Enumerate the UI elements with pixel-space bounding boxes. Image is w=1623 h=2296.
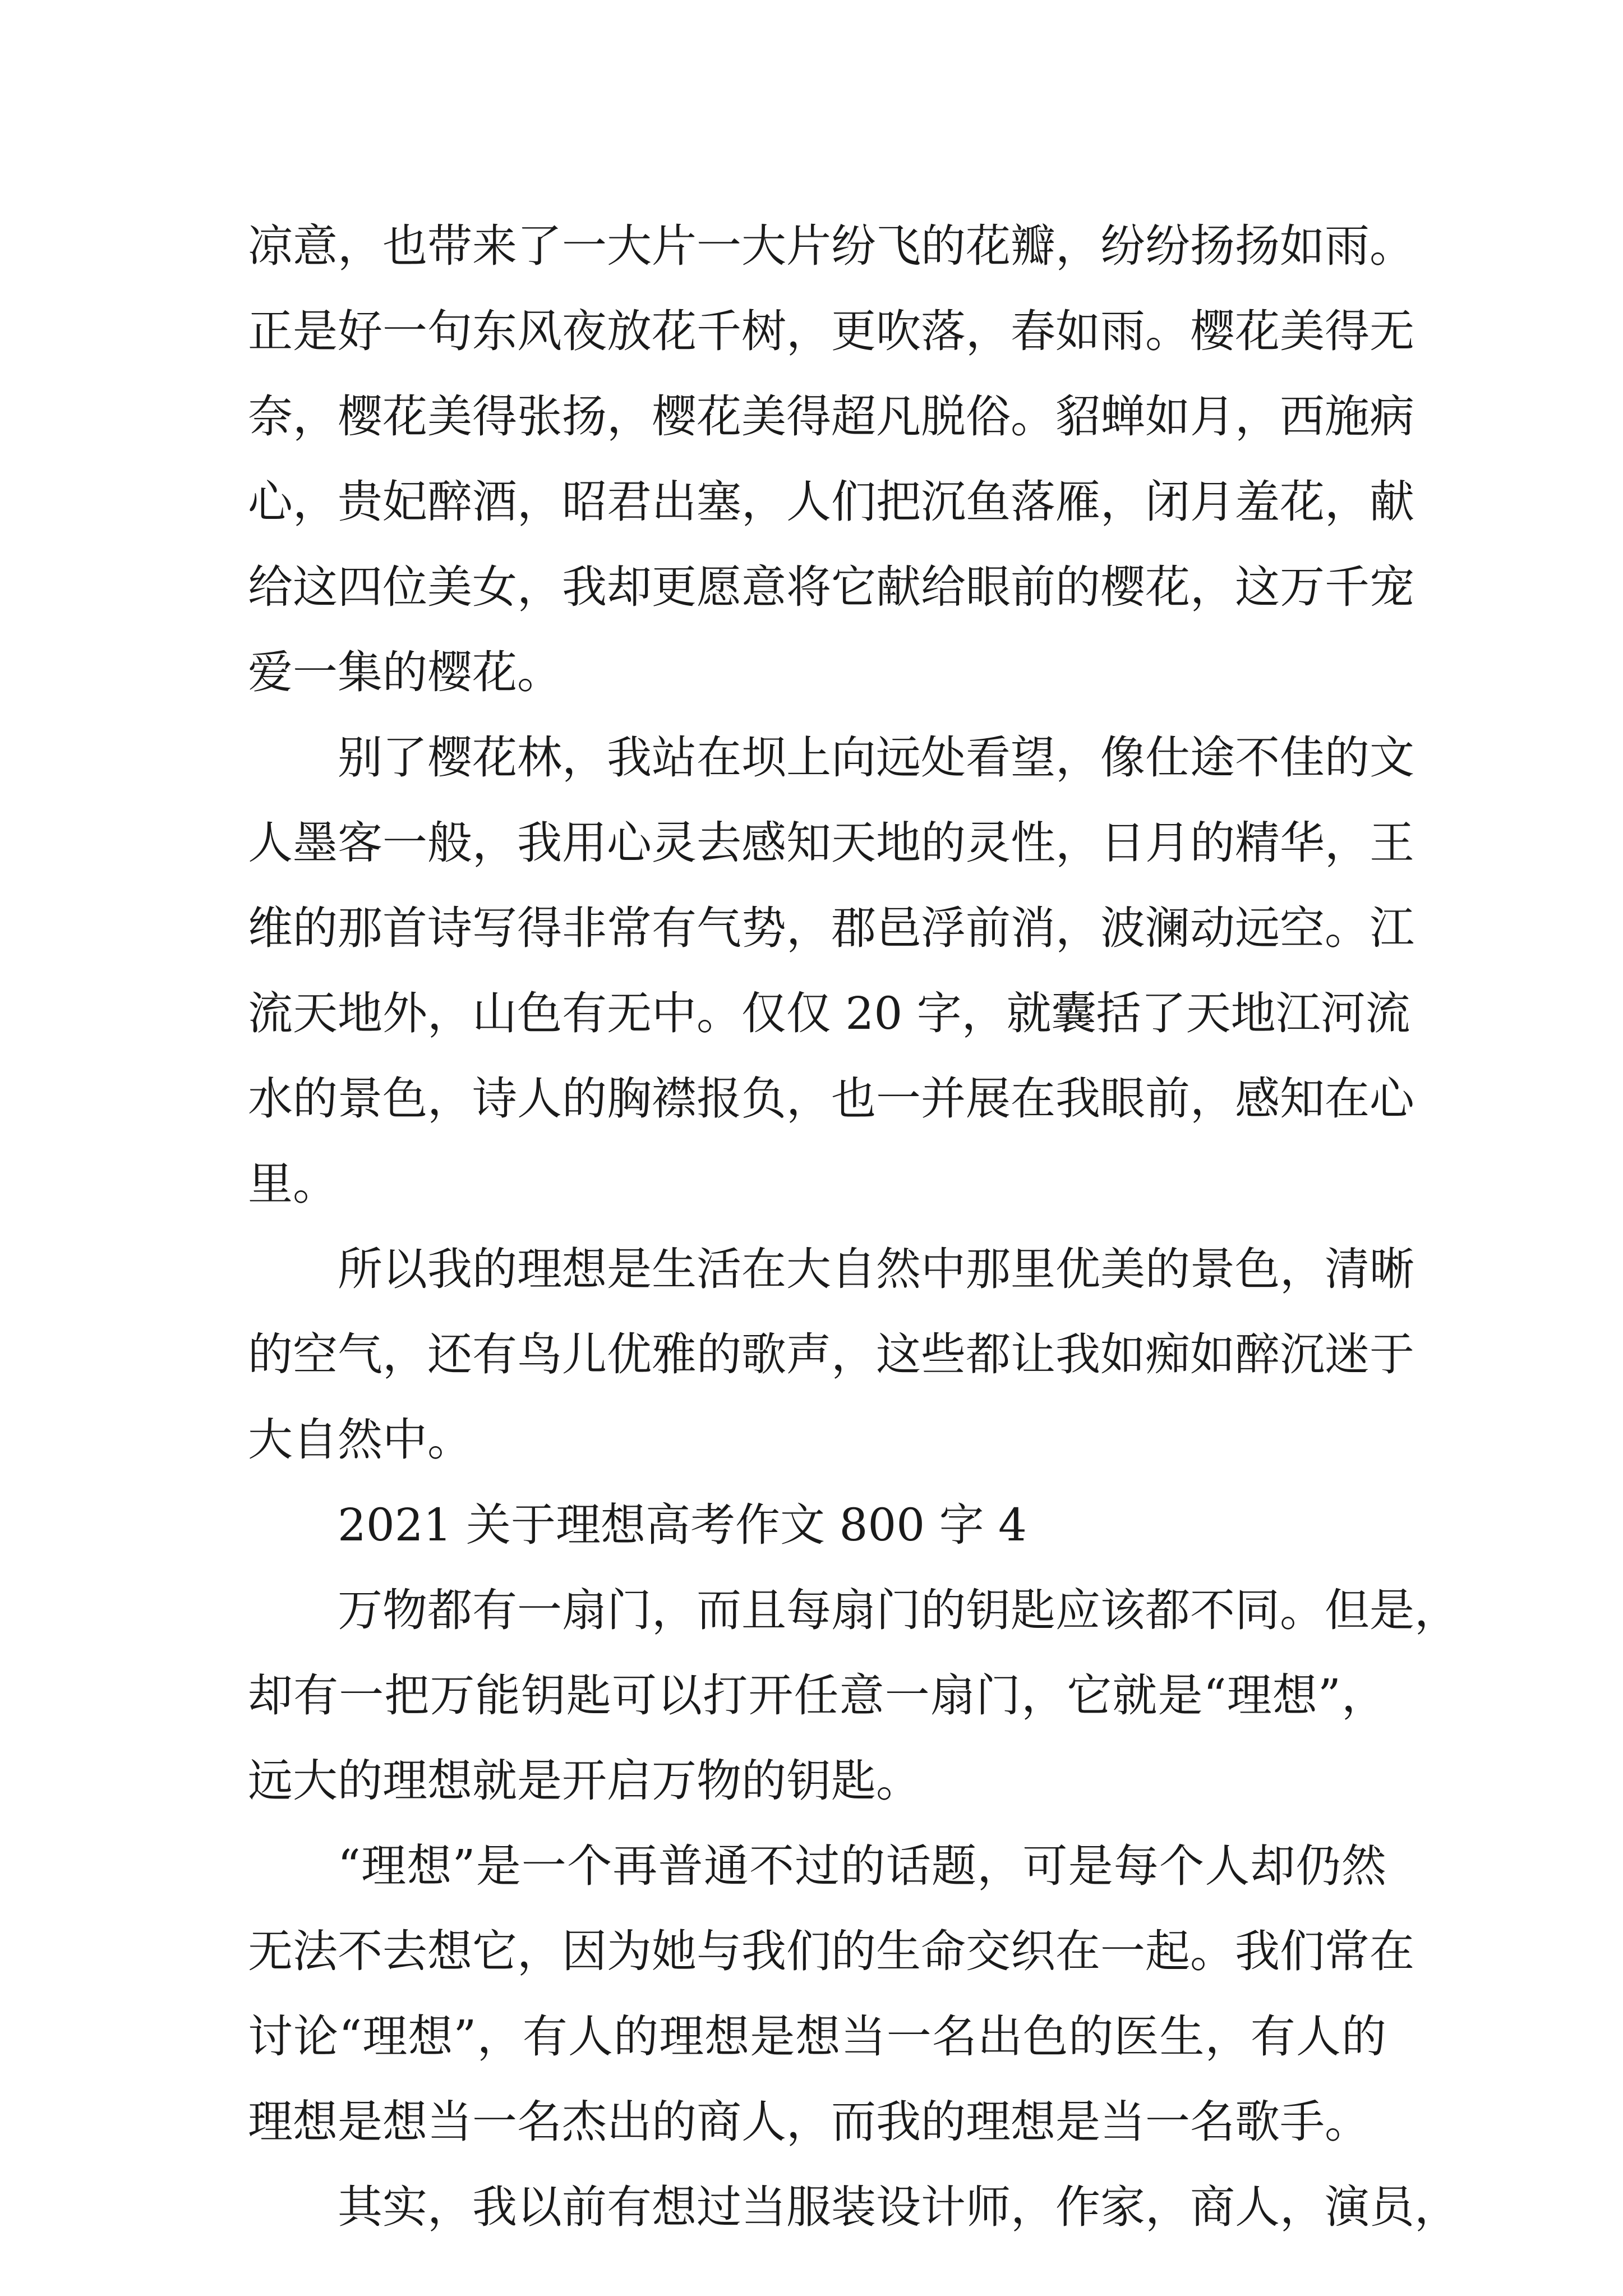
paragraph xyxy=(248,715,1414,1227)
paragraph xyxy=(248,1568,1459,1824)
text-line: 正是好一句东风夜放花千树，更吹落，春如雨。樱花美得无 xyxy=(248,305,1414,357)
document-body xyxy=(248,204,1459,2250)
text-line: 奈，樱花美得张扬，樱花美得超凡脱俗。貂蝉如月，西施病 xyxy=(248,390,1414,443)
text-line: 讨论“理想”，有人的理想是想当一名出色的医生，有人的 xyxy=(248,2010,1386,2063)
text-line: “理想”是一个再普通不过的话题，可是每个人却仍然 xyxy=(338,1840,1386,1892)
paragraph xyxy=(248,1824,1414,2165)
paragraph xyxy=(248,2165,1459,2250)
text-line: 人墨客一般，我用心灵去感知天地的灵性，日月的精华，王 xyxy=(248,817,1414,869)
text-line: 维的那首诗写得非常有气势，郡邑浮前消，波澜动远空。江 xyxy=(248,902,1414,954)
text-line: 的空气，还有鸟儿优雅的歌声，这些都让我如痴如醉沉迷于 xyxy=(248,1328,1414,1381)
text-line: 大自然中。 xyxy=(248,1414,472,1466)
text-line: 理想是想当一名杰出的商人，而我的理想是当一名歌手。 xyxy=(248,2096,1370,2148)
text-line: 凉意，也带来了一大片一大片纷飞的花瓣，纷纷扬扬如雨。 xyxy=(248,220,1414,272)
text-line: 给这四位美女，我却更愿意将它献给眼前的樱花，这万千宠 xyxy=(248,561,1414,613)
text-line: 流天地外，山色有无中。仅仅 20 字，就囊括了天地江河流 xyxy=(248,987,1410,1039)
text-line: 无法不去想它，因为她与我们的生命交织在一起。我们常在 xyxy=(248,1925,1414,1977)
text-line: 爱一集的樱花。 xyxy=(248,646,562,698)
paragraph xyxy=(248,204,1414,715)
text-line: 万物都有一扇门，而且每扇门的钥匙应该都不同。但是， xyxy=(338,1584,1459,1636)
text-line: 所以我的理想是生活在大自然中那里优美的景色，清晰 xyxy=(338,1243,1414,1295)
text-line: 里。 xyxy=(248,1158,338,1210)
text-line: 2021 关于理想高考作文 800 字 4 xyxy=(338,1499,1027,1551)
text-line: 其实，我以前有想过当服装设计师，作家，商人，演员， xyxy=(338,2181,1459,2233)
text-line: 却有一把万能钥匙可以打开任意一扇门，它就是“理想”， xyxy=(248,1669,1386,1722)
text-line: 远大的理想就是开启万物的钥匙。 xyxy=(248,1755,921,1807)
text-line: 心，贵妃醉酒，昭君出塞，人们把沉鱼落雁，闭月羞花，献 xyxy=(248,476,1414,528)
paragraph xyxy=(248,1227,1414,1483)
text-line: 别了樱花林，我站在坝上向远处看望，像仕途不佳的文 xyxy=(338,731,1414,784)
paragraph xyxy=(248,1483,1386,1568)
text-line: 水的景色，诗人的胸襟报负，也一并展在我眼前，感知在心 xyxy=(248,1073,1414,1125)
